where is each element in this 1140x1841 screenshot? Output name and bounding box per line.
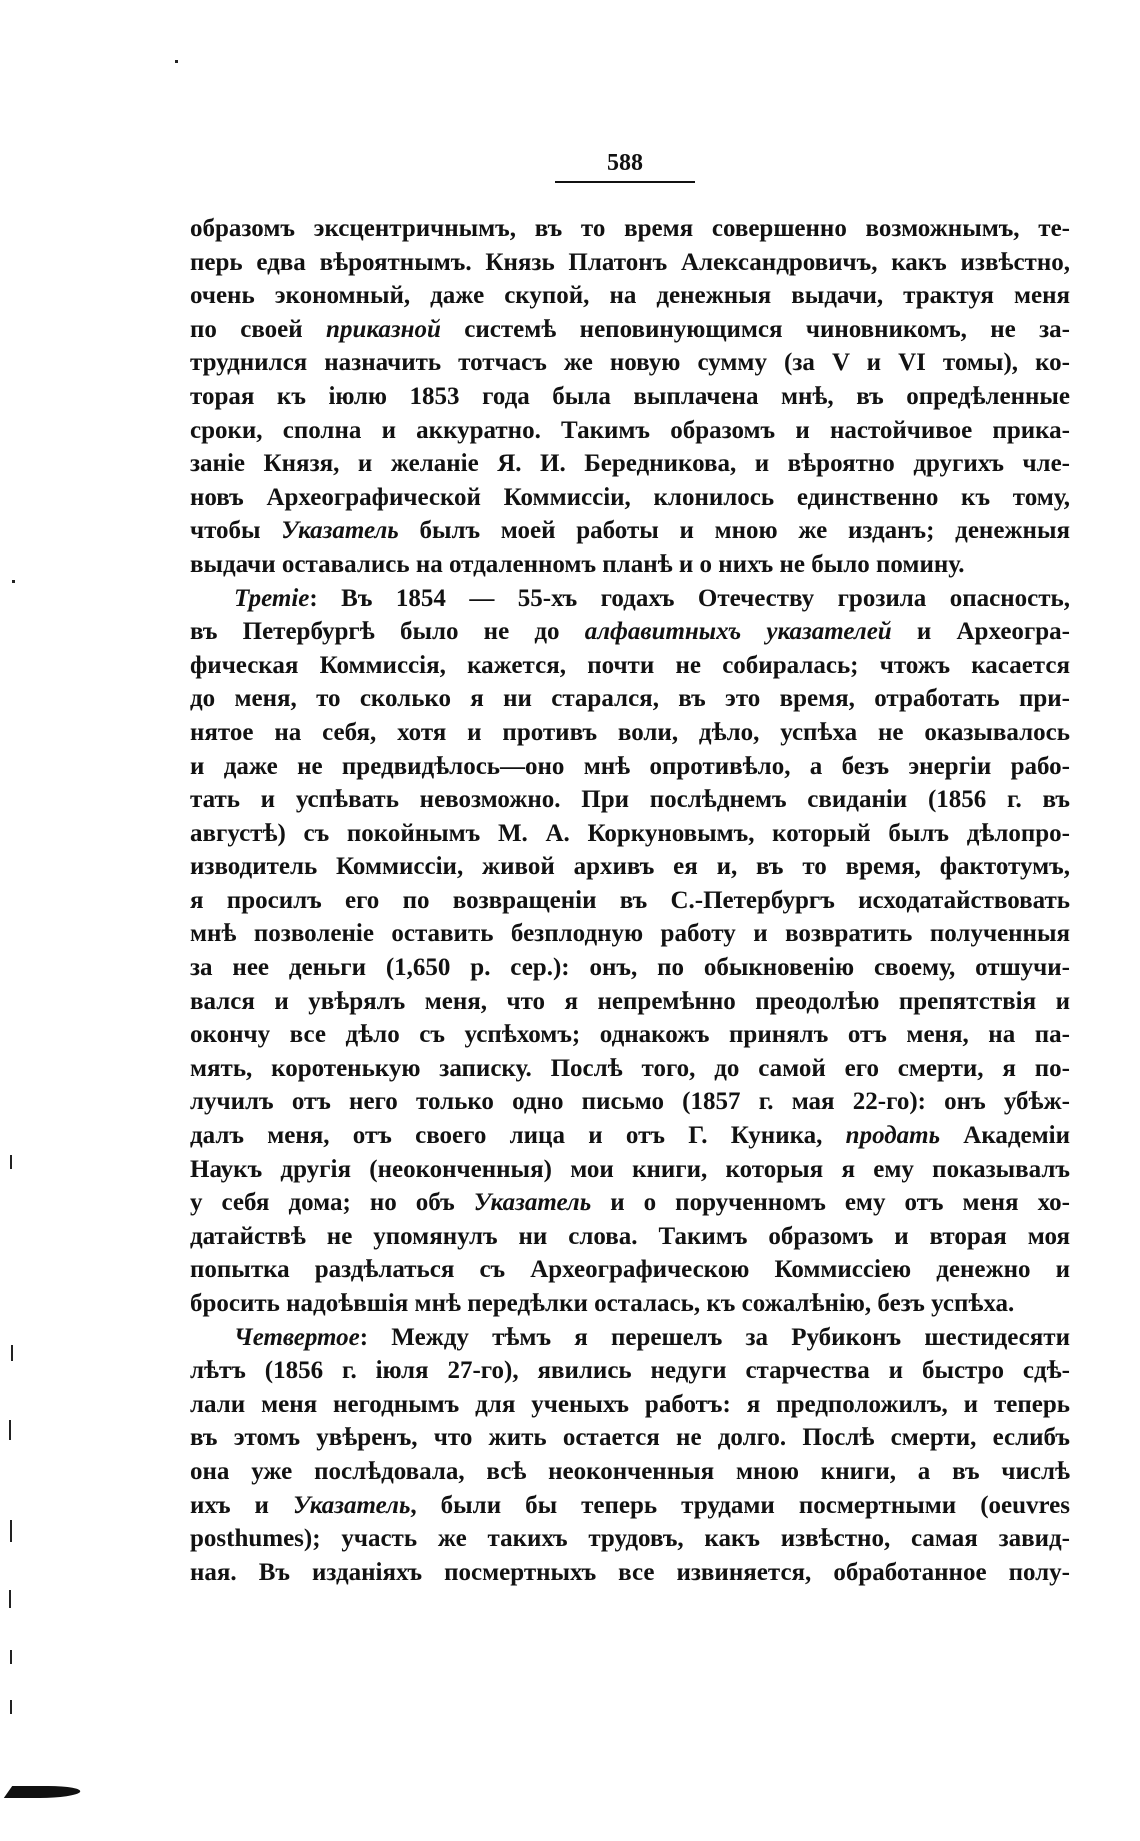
text-line [190, 1052, 1070, 1086]
scan-mark [12, 580, 15, 583]
text-line [190, 649, 1070, 683]
line-text: мять, коротенькую записку. Послѣ того, до самой его смерти, я по- [190, 1054, 1070, 1082]
line-text: лѣтъ (1856 г. іюля 27-го), явились недуги старчества и быстро сдѣ- [190, 1357, 1070, 1385]
line-text: нятое на себя, хотя и противъ воли, дѣло, успѣха не оказывалось [190, 718, 1070, 746]
text-line [190, 884, 1070, 918]
line-text: торая къ іюлю 1853 года была выплачена мнѣ, въ опредѣленные [190, 382, 1070, 410]
line-text: ихъ и [190, 1491, 293, 1519]
line-text: и даже не предвидѣлось—оно мнѣ опротивѣло, а безъ энергіи рабо- [190, 752, 1070, 780]
line-text: мнѣ позволеніе оставить безплодную работу и возвратить полученныя [190, 920, 1070, 948]
line-text: въ этомъ увѣренъ, что жить остается не долго. Послѣ смерти, еслибъ [190, 1424, 1070, 1452]
text-line [190, 1119, 1070, 1153]
scan-mark [9, 1420, 11, 1440]
scan-mark [9, 1590, 11, 1608]
line-text: я просилъ его по возвращеніи въ С.-Петербургъ исходатайствовать [190, 886, 1070, 914]
line-text: , были бы теперь трудами посмертными (oeuvres [410, 1491, 1070, 1519]
line-text: чтобы [190, 517, 282, 545]
line-text: и о порученномъ ему отъ меня хо- [591, 1189, 1070, 1217]
emphasized-text: приказной [326, 315, 441, 343]
scan-mark [11, 1345, 13, 1361]
page-number: 588 [607, 150, 643, 176]
emphasized-text: Третіе [234, 584, 310, 612]
line-text: : Между тѣмъ я перешелъ за Рубиконъ шестидесяти [359, 1323, 1070, 1351]
line-text: ная. Въ изданіяхъ посмертныхъ все извиняется, обработанное полу- [190, 1558, 1070, 1586]
line-text: новъ Археографической Коммиссіи, клонилось единственно къ тому, [190, 483, 1070, 511]
text-line [190, 380, 1070, 414]
line-text: фическая Коммиссія, кажется, почти не собиралась; чтожъ касается [190, 651, 1070, 679]
emphasized-text: продать [845, 1122, 941, 1150]
line-text: изводитель Коммиссіи, живой архивъ ея и, въ то время, фактотумъ, [190, 853, 1070, 881]
text-line [190, 1388, 1070, 1422]
line-text: до меня, то сколько я ни старался, въ это время, отработать при- [190, 685, 1070, 713]
line-text: труднился назначить тотчасъ же новую сумму (за V и VI томы), ко- [190, 349, 1070, 377]
line-text: лучилъ отъ него только одно письмо (1857 г. мая 22-го): онъ убѣж- [190, 1088, 1070, 1116]
line-text: окончу все дѣло съ успѣхомъ; однакожъ принялъ отъ меня, на па- [190, 1021, 1070, 1049]
text-line [190, 1018, 1070, 1052]
text-line [190, 682, 1070, 716]
emphasized-text: Указатель [292, 1491, 411, 1519]
text-line [190, 1489, 1070, 1523]
text-line [190, 447, 1070, 481]
text-line [190, 313, 1070, 347]
emphasized-text: Указатель [473, 1189, 592, 1217]
text-line [190, 750, 1070, 784]
scan-mark [10, 1650, 12, 1664]
text-line [190, 1253, 1070, 1287]
text-line [190, 850, 1070, 884]
emphasized-text: Указатель [281, 517, 399, 545]
text-line [190, 346, 1070, 380]
scan-mark [175, 60, 178, 63]
line-text: вался и увѣрялъ меня, что я непремѣнно преодолѣю препятствія и [190, 987, 1070, 1015]
line-text: сроки, сполна и аккуратно. Такимъ образомъ и настойчивое прика- [190, 416, 1070, 444]
line-text: по своей [190, 315, 327, 343]
line-text: posthumes); участь же такихъ трудовъ, какъ извѣстно, самая завид- [190, 1525, 1070, 1553]
text-line [190, 615, 1070, 649]
text-line [190, 279, 1070, 313]
emphasized-text: алфавитныхъ указателей [584, 618, 892, 646]
text-line [190, 246, 1070, 280]
line-text: бросить надоѣвшія мнѣ передѣлки осталась, къ сожалѣнію, безъ успѣха. [190, 1290, 1015, 1317]
page-number-rule [555, 181, 695, 183]
text-line [190, 1421, 1070, 1455]
text-line [190, 817, 1070, 851]
line-text: далъ меня, отъ своего лица и отъ Г. Куника, [190, 1122, 846, 1150]
text-line [190, 917, 1070, 951]
scan-mark [10, 1700, 12, 1714]
scan-smudge [4, 1786, 84, 1798]
text-line [190, 951, 1070, 985]
line-text: образомъ эксцентричнымъ, въ то время совершенно возможнымъ, те- [190, 215, 1070, 242]
line-text: лали меня негоднымъ для ученыхъ работъ: я предположилъ, и теперь [190, 1390, 1070, 1418]
text-line [190, 1220, 1070, 1254]
line-text: выдачи оставались на отдаленномъ планѣ и о нихъ не было помину. [190, 550, 965, 578]
text-line [190, 1153, 1070, 1187]
text-line [190, 481, 1070, 515]
line-text: за нее деньги (1,650 р. сер.): онъ, по обыкновенію своему, отшучи- [190, 954, 1070, 982]
line-text: августѣ) съ покойнымъ М. А. Коркуновымъ, который былъ дѣлопро- [190, 819, 1070, 847]
line-text: былъ моей работы и мною же изданъ; денежныя [398, 517, 1070, 545]
line-text: очень экономный, даже скупой, на денежныя выдачи, трактуя меня [190, 282, 1070, 310]
line-text: перь едва вѣроятнымъ. Князь Платонъ Александровичъ, какъ извѣстно, [190, 248, 1070, 276]
text-line [190, 548, 1070, 582]
text-line [190, 414, 1070, 448]
text-line [190, 514, 1070, 548]
text-line [190, 582, 1070, 616]
line-text: датайствѣ не упомянулъ ни слова. Такимъ образомъ и вторая моя [190, 1222, 1070, 1250]
text-line [190, 212, 1070, 246]
text-line [190, 1455, 1070, 1489]
text-line [190, 1556, 1070, 1590]
line-text: попытка раздѣлаться съ Археографическою Коммиссіею денежно и [190, 1256, 1070, 1284]
text-line [190, 985, 1070, 1019]
line-text: заніе Князя, и желаніе Я. И. Бередникова, и вѣроятно другихъ чле- [190, 450, 1070, 478]
line-text: Наукъ другія (неоконченныя) мои книги, которыя я ему показывалъ [190, 1155, 1070, 1183]
text-line [190, 1287, 1070, 1321]
line-text: и Археогра- [891, 618, 1070, 646]
text-line [190, 1085, 1070, 1119]
text-line [190, 1186, 1070, 1220]
text-line [190, 1321, 1070, 1355]
body-text [190, 212, 1070, 1589]
text-line [190, 716, 1070, 750]
text-line [190, 1354, 1070, 1388]
emphasized-text: Четвертое [234, 1323, 360, 1351]
scan-mark [10, 1155, 12, 1169]
line-text: системѣ неповинующимся чиновникомъ, не за- [440, 315, 1070, 343]
line-text: Академіи [940, 1122, 1070, 1150]
text-line [190, 783, 1070, 817]
line-text: въ Петербургѣ было не до [190, 618, 585, 646]
line-text: тать и успѣвать невозможно. При послѣднемъ свиданіи (1856 г. въ [190, 786, 1070, 814]
scan-mark [10, 1520, 12, 1542]
line-text: : Въ 1854 — 55-хъ годахъ Отечеству грозила опасность, [309, 584, 1070, 612]
line-text: она уже послѣдовала, всѣ неоконченныя мною книги, а въ числѣ [190, 1457, 1070, 1485]
line-text: у себя дома; но объ [190, 1189, 474, 1217]
text-line [190, 1522, 1070, 1556]
